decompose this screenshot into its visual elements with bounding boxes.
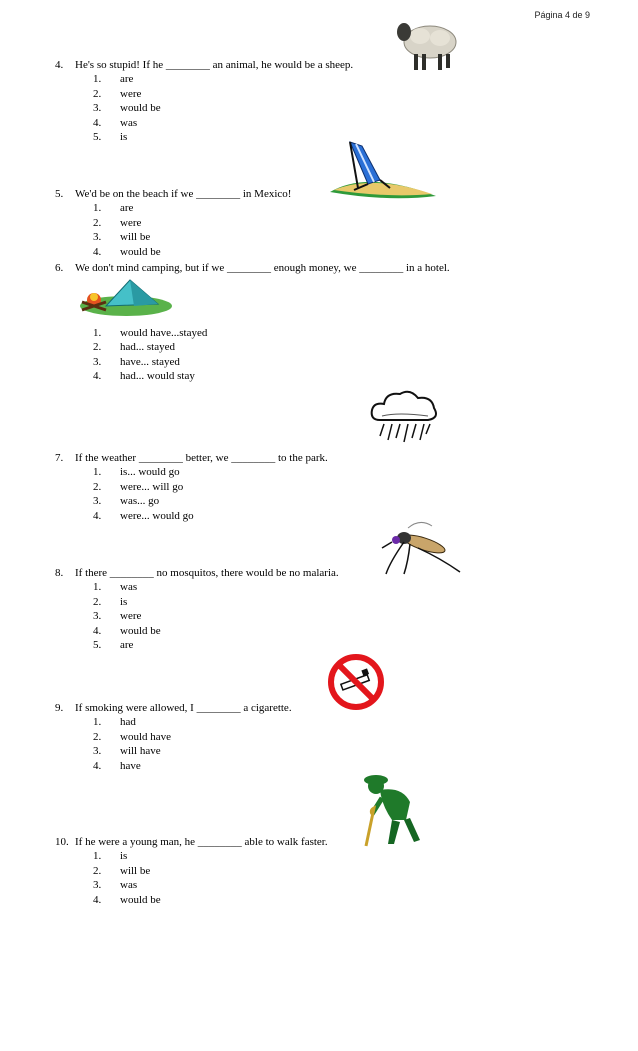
mosquito-icon — [380, 518, 464, 576]
question-stem: 7. If the weather ________ better, we ________ to the park. — [55, 452, 328, 464]
option-item: 2. will be — [93, 864, 151, 877]
question-6 — [55, 261, 450, 275]
question-stem: 9. If smoking were allowed, I ________ a cigarette. — [55, 702, 292, 714]
option-item: 2. were... will go — [93, 480, 184, 493]
question-stem: 5. We'd be on the beach if we ________ in Mexico! — [55, 188, 292, 200]
option-item: 4. was — [93, 116, 138, 129]
sheep-icon — [392, 10, 462, 74]
option-item: 1. is — [93, 850, 128, 863]
question-stem: 6. We don't mind camping, but if we ________ enough money, we ________ in a hotel. — [55, 262, 450, 274]
option-item: 4. have — [93, 759, 141, 772]
option-item: 1. had — [93, 716, 136, 729]
option-item: 2. had... stayed — [93, 341, 175, 354]
question-9 — [55, 701, 292, 773]
question-7 — [55, 451, 328, 523]
option-item: 3. was... go — [93, 495, 160, 508]
question-8 — [55, 566, 339, 652]
option-item: 1. was — [93, 581, 138, 594]
page-number: Página 4 de 9 — [534, 10, 590, 20]
option-item: 2. were — [93, 216, 142, 229]
option-item: 1. are — [93, 73, 134, 86]
question-4 — [55, 58, 353, 144]
option-item: 4. would be — [93, 245, 161, 258]
question-5 — [55, 187, 291, 259]
question-stem: 10. If he were a young man, he ________ able to walk faster. — [55, 836, 328, 848]
option-item: 3. was — [93, 879, 138, 892]
option-item: 3. will have — [93, 745, 161, 758]
option-item: 4. had... would stay — [93, 370, 195, 383]
question-stem: 4. He's so stupid! If he ________ an animal, he would be a sheep. — [55, 59, 354, 71]
option-item: 1. is... would go — [93, 466, 180, 479]
option-item: 5. is — [93, 130, 128, 143]
option-item: 2. would have — [93, 730, 172, 743]
option-item: 5. are — [93, 638, 134, 651]
question-6-options — [55, 326, 207, 384]
question-stem: 8. If there ________ no mosquitos, there would be no malaria. — [55, 567, 339, 579]
no-smoking-icon — [327, 653, 385, 711]
option-item: 1. are — [93, 202, 134, 215]
option-item: 4. would be — [93, 893, 161, 906]
old-man-cane-icon — [362, 770, 424, 848]
option-item: 3. were — [93, 610, 142, 623]
option-item: 4. would be — [93, 624, 161, 637]
tent-campfire-icon — [72, 276, 174, 318]
option-item: 3. will be — [93, 231, 151, 244]
option-item: 2. were — [93, 87, 142, 100]
option-item: 1. would have...stayed — [93, 327, 208, 339]
option-item: 2. is — [93, 595, 128, 608]
option-item: 3. have... stayed — [93, 355, 180, 368]
question-10 — [55, 835, 328, 907]
option-item: 3. would be — [93, 102, 161, 115]
rain-cloud-icon — [368, 386, 440, 450]
option-item: 4. were... would go — [93, 509, 194, 522]
beach-chair-icon — [328, 140, 438, 202]
